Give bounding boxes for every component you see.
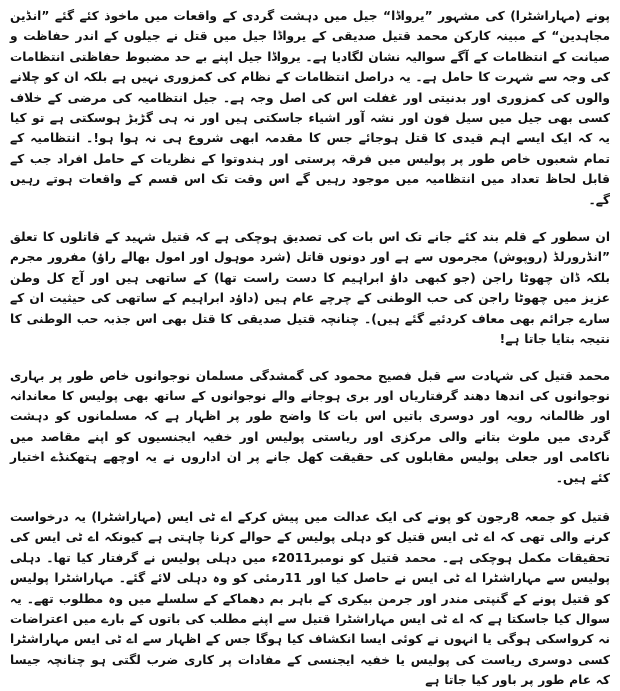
article-paragraph-3: محمد قتیل کی شہادت سے قبل فصیح محمود کی گمشدگی مسلمان نوجوانوں خاص طور پر بہاری نوجوانوں کی اندھا دھند گرفتاریاں اور بری ہوجانے والے نوجوانوں کے ساتھ بھی پولیس کا معاندانہ اور ظالمانہ رویہ اور دوسری باتیں اس بات کا واضح طور پر اظہار ہے کہ مسلمانوں کو دہشت گردی میں ملوث بتانے والی مرکزی اور ریاستی پولیس اور خفیہ ایجنسیوں کو اپنے مقاصد میں ناکامی اور جعلی پولیس مقابلوں کی حقیقت کھل جانے پر ان اداروں نے یہ اوچھے ہتھکنڈے اختیار کئے ہیں۔ — [10, 368, 610, 485]
article-paragraph-1: پونے (مہاراشٹرا) کی مشہور ”یرواڈا“ جیل میں دہشت گردی کے واقعات میں ماخوذ کئے گئے ”انڈین مجاہدین“ کے مبینہ کارکن محمد قتیل صدیقی کے یرواڈا جیل میں قتل نے جیلوں کے اندر حفاظت و صیانت کے انتظامات کے آگے سوالیہ نشان لگادیا ہے۔ یرواڈا جیل اپنے بے حد مضبوط حفاظتی انتظامات کی وجہ سے شہرت کا حامل ہے۔ یہ دراصل انتظامات کے نظام کی کمزوری نہیں ہے بلکہ ان کو چلانے والوں کی کمزوری اور بدنیتی اور غفلت اس کی اصل وجہ ہے۔ جیل انتظامیہ کی مرضی کے خلاف کسی بھی جیل میں سیل فون اور نشہ آور اشیاء جاسکتی ہیں اور نہ ہی گڑبڑ ہوسکتی ہے تو کیا یہ کہ ایک ایسے اہم قیدی کا قتل ہوجائے جس کا مقدمہ ابھی شروع ہی نہ ہوا ہو!۔ انتظامیہ کے تمام شعبوں خاص طور پر پولیس میں فرقہ پرستی اور ہندوتوا کے نظریات کے حامل افراد جب کے قابل لحاظ تعداد میں انتظامیہ میں موجود رہیں گے اس وقت تک اس قسم کے واقعات ہوتے رہیں گے۔ — [10, 9, 610, 207]
article-paragraph-2: ان سطور کے قلم بند کئے جانے تک اس بات کی تصدیق ہوچکی ہے کہ قتیل شہید کے قاتلوں کا تعلق ”انڈرورلڈ (روپوش) مجرموں سے ہے اور دونوں قاتل (شرد موہول اور امول بھالے راؤ) مفرور مجرم بلکہ ڈان چھوٹا راجن (جو کبھی داؤ ابراہیم کا دست راست تھا) کے ساتھی ہیں اور آج کل وطن عزیز میں چھوٹا راجن کی حب الوطنی کے چرچے عام ہیں (داؤد ابراہیم کے ساتھی کی حیثیت ان کے سارے جرائم بھی معاف کردئیے گئے ہیں)۔ چنانچہ قتیل صدیقی کا قتل بھی اس جذبہ حب الوطنی کا نتیجہ بتایا جاتا ہے! — [10, 230, 610, 347]
article-paragraph-4: قتیل کو جمعہ 8رجون کو پونے کی ایک عدالت میں پیش کرکے اے ٹی ایس (مہاراشٹرا) یہ درخواست کرنے والی تھی کہ اے ٹی ایس قتیل کو دہلی پولیس کے حوالے کرنا چاہتی ہے کیونکہ اے ٹی ایس کی تحقیقات مکمل ہوچکی ہے۔ محمد قتیل کو نومبر2011ء میں دہلی پولیس نے گرفتار کیا تھا۔ دہلی پولیس سے مہاراشٹرا اے ٹی ایس نے حاصل کیا اور 11رمئی کو وہ دہلی لائے گئے۔ مہاراشٹرا پولیس کو قتیل پونے کے گنپتی مندر اور جرمن بیکری کے باہر بم دھماکے کے سلسلے میں وہ مطلوب تھے۔ یہ سوال کیا جاسکتا ہے کہ اے ٹی ایس مہاراشٹرا قتیل سے اپنے مطلب کی باتوں کے بارے میں اعتراضات نہ کرواسکی ہوگی یا انہوں نے کوئی ایسا انکشاف کیا ہوگا جس کے اظہار سے اے ٹی ایس مہاراشٹرا کسی دوسری ریاست کی پولیس یا خفیہ ایجنسی کے مفادات پر کاری ضرب لگتی ہو چنانچہ جیسا کہ عام طور پر باور کیا جاتا ہے — [10, 509, 611, 688]
